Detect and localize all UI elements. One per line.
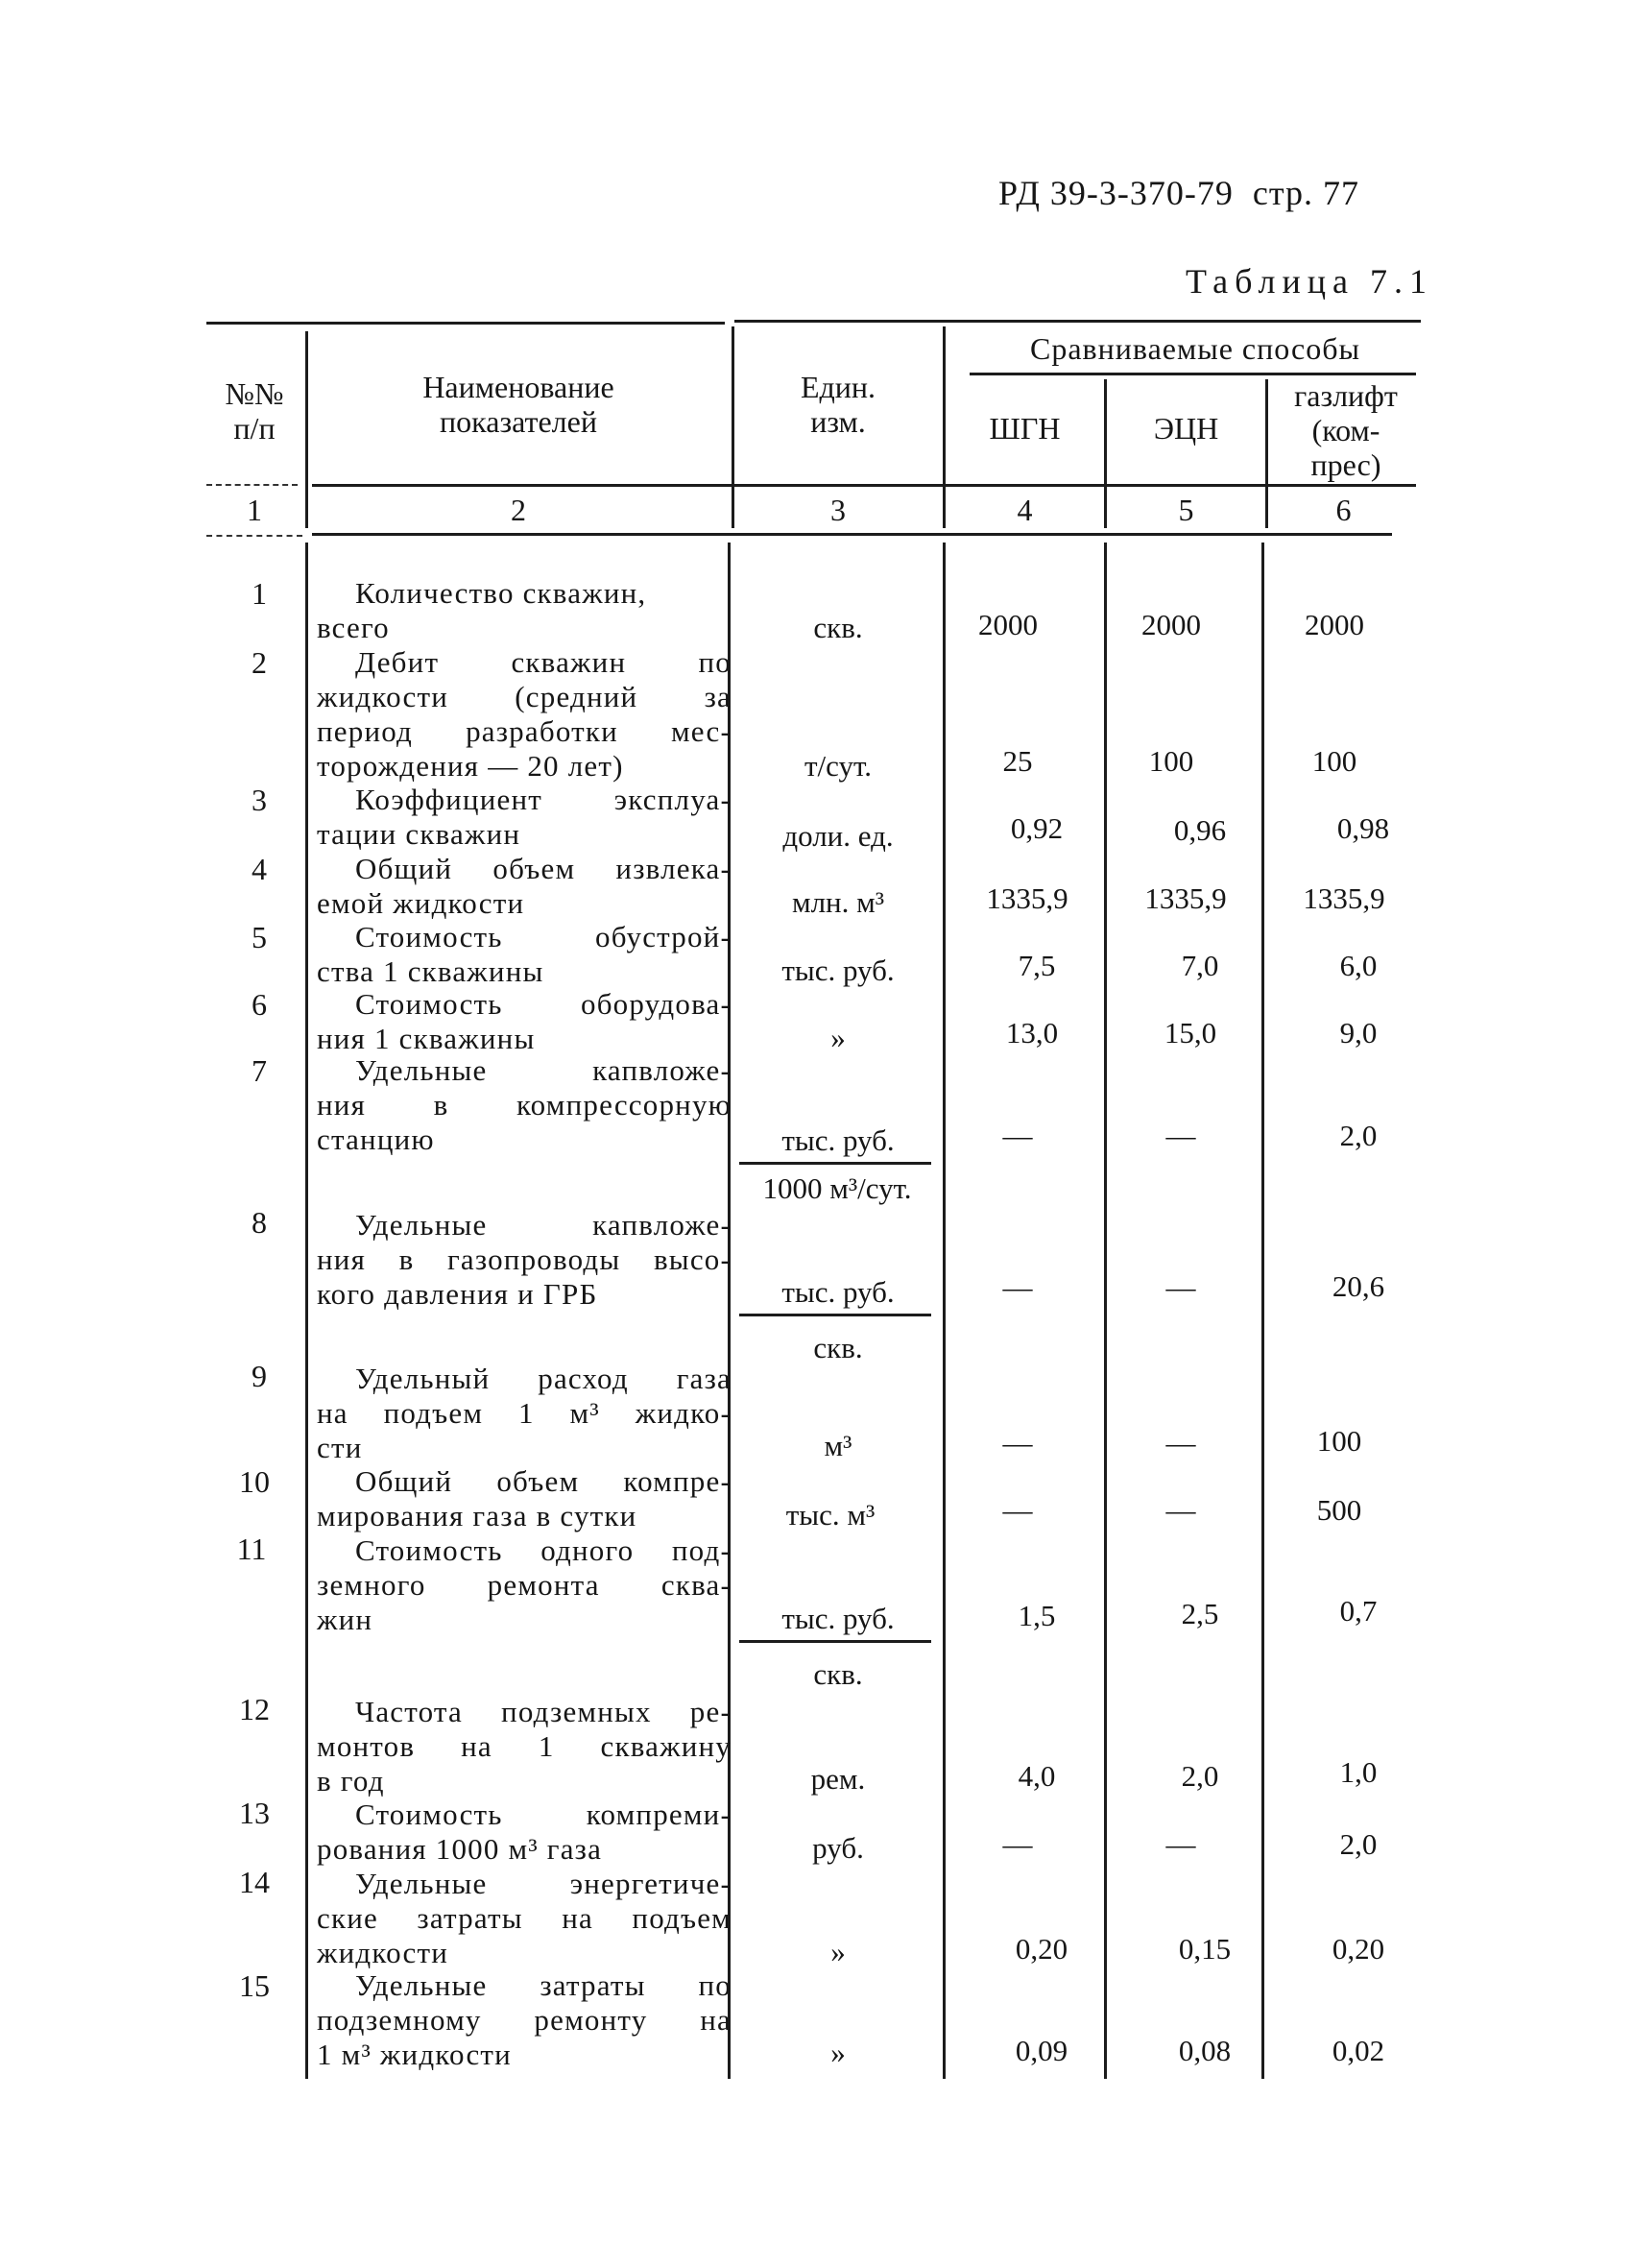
row-unit-bottom: 1000 м³/сут. [762,1171,912,1205]
row-number: 1 [252,576,267,611]
name-line: Общий объем извлека- [355,852,732,885]
col-index-1: 1 [247,493,262,527]
header-bottom-rule [312,484,1416,487]
body-vline-3 [943,543,946,2079]
value-ecn: 100 [1148,744,1194,778]
doc-reference [998,173,1359,213]
col-header-num-line1: №№ [225,376,284,411]
row-unit-top: тыс. руб. [781,1602,895,1635]
vline-idx-5 [1104,490,1107,528]
doc-code: РД 39-3-370-79 [998,174,1234,212]
col-header-name [312,370,725,439]
value-gaslift: 2000 [1305,608,1364,641]
col-index-2: 2 [511,493,526,527]
name-line: ния в компрессорную [317,1088,732,1122]
body-vline-5 [1261,543,1264,2079]
value-ecn: — [1165,1827,1196,1861]
value-ecn: 0,08 [1178,2034,1232,2067]
name-line: Количество скважин, [355,576,647,610]
name-line: Удельные капвложе- [355,1053,732,1087]
value-gaslift: 20,6 [1332,1269,1385,1303]
name-line: рования 1000 м³ газа [317,1832,603,1866]
value-shgn: — [1002,1119,1033,1152]
col-header-name-line1: Наименование [422,370,614,404]
col-index-4: 4 [1017,493,1033,527]
name-line: монтов на 1 скважину [317,1729,732,1763]
unit-fraction-line [739,1640,931,1643]
row-number: 7 [252,1053,267,1088]
col-header-m3-line3: прес) [1310,447,1381,482]
value-gaslift: 2,0 [1339,1119,1378,1152]
col-index-5: 5 [1178,493,1194,527]
row-unit: м³ [824,1429,852,1462]
name-line: мирования газа в сутки [317,1499,637,1532]
value-ecn: 1335,9 [1144,881,1227,915]
value-ecn: — [1165,1119,1196,1152]
col-header-m3-line1: газлифт [1294,378,1398,413]
row-number: 10 [239,1464,270,1499]
value-shgn: — [1002,1493,1033,1527]
vline-idx-6 [1265,490,1268,528]
row-name [317,645,732,784]
row-number: 4 [252,852,267,886]
name-line: ства 1 скважины [317,954,544,988]
value-shgn: — [1002,1426,1033,1460]
row-name [317,576,732,645]
row-unit-bottom: скв. [813,1657,863,1691]
col-header-unit [737,370,939,439]
value-shgn: — [1002,1270,1033,1304]
name-line: Удельные энергетиче- [355,1867,732,1900]
value-ecn: 7,0 [1181,949,1219,982]
value-gaslift: 0,02 [1332,2034,1385,2067]
name-line: жидкости (средний за [317,680,732,713]
unit-fraction-line [739,1162,931,1165]
value-ecn: — [1165,1270,1196,1304]
value-gaslift: 2,0 [1339,1827,1378,1861]
name-line: Удельные капвложе- [355,1208,732,1242]
name-line: кого давления и ГРБ [317,1277,598,1311]
name-line: период разработки мес- [317,714,732,748]
group-rule [970,373,1416,375]
name-line: емой жидкости [317,886,525,920]
value-ecn: 2,0 [1181,1759,1219,1793]
row-unit: руб. [812,1831,864,1865]
name-line: Дебит скважин по [355,645,732,679]
col-index-3: 3 [830,493,846,527]
table-top-rule [206,322,725,325]
name-line: подземному ремонту на [317,2003,732,2037]
col-group-header: Сравниваемые способы [1029,331,1361,366]
name-line: ские затраты на подъем [317,1901,732,1935]
row-unit: рем. [810,1762,866,1796]
row-name [317,1362,732,1465]
value-shgn: 4,0 [1018,1759,1056,1793]
value-shgn: 0,09 [1015,2034,1068,2067]
row-name [317,1695,732,1798]
name-line: в год [317,1764,385,1798]
row-name [317,987,732,1056]
row-unit: » [830,1935,846,1968]
row-name [317,1968,732,2072]
name-line: Удельные затраты по [355,1968,732,2002]
row-number: 6 [252,987,267,1022]
row-number: 2 [252,645,267,680]
name-line: земного ремонта сква- [317,1568,732,1602]
value-shgn: 0,20 [1015,1932,1068,1966]
row-number: 12 [239,1692,270,1726]
table-caption: Таблица 7.1 [1186,262,1433,301]
row-unit-top: тыс. руб. [781,1275,895,1309]
value-ecn: 0,15 [1178,1932,1232,1966]
col-header-m1: ШГН [989,411,1061,446]
name-line: сти [317,1431,363,1464]
vline-1 [305,331,308,490]
row-unit: тыс. м³ [785,1498,876,1532]
name-line: всего [317,611,390,644]
value-shgn: 25 [1002,744,1033,778]
row-name [317,1053,732,1157]
value-shgn: 13,0 [1005,1016,1059,1050]
row-unit: » [830,1021,846,1054]
value-ecn: 0,96 [1173,813,1227,847]
vline-idx-4 [943,490,946,528]
row-number: 5 [252,920,267,954]
col-header-m3 [1269,378,1423,482]
value-shgn: 7,5 [1018,949,1056,982]
row-number: 11 [236,1532,267,1566]
row-unit: скв. [813,611,863,644]
vline-idx-3 [732,490,734,528]
name-line: жин [317,1603,373,1636]
name-line: Стоимость оборудова- [355,987,732,1021]
row-unit: доли. ед. [782,819,894,853]
value-gaslift: 0,98 [1336,811,1390,845]
value-gaslift: 9,0 [1339,1016,1378,1050]
vline-idx-2 [305,490,308,528]
col-header-unit-line2: изм. [810,404,866,439]
name-line: Удельный расход газа [355,1362,732,1395]
name-line: Стоимость одного под- [355,1533,732,1567]
name-line: станцию [317,1122,435,1156]
header-bottom-dash [206,484,298,486]
value-shgn: 0,92 [1010,811,1064,845]
col-header-m2: ЭЦН [1153,411,1219,446]
name-line: Коэффициент эксплуа- [355,783,732,816]
row-unit: тыс. руб. [781,953,895,987]
col-header-unit-line1: Един. [800,370,876,404]
row-number: 8 [252,1205,267,1240]
value-shgn: 2000 [978,608,1038,641]
row-name [317,1867,732,1970]
value-ecn: 2,5 [1181,1597,1219,1630]
name-line: Частота подземных ре- [355,1695,732,1728]
row-unit-top: тыс. руб. [781,1123,895,1157]
col-header-num-line2: п/п [233,411,276,446]
row-number: 3 [252,783,267,817]
name-line: Общий объем компре- [355,1464,732,1498]
value-gaslift: 100 [1316,1424,1362,1458]
value-shgn: 1,5 [1018,1599,1056,1632]
name-line: 1 м³ жидкости [317,2038,512,2071]
value-ecn: 2000 [1141,608,1201,641]
unit-fraction-line [739,1314,931,1316]
value-gaslift: 100 [1311,744,1357,778]
row-name [317,920,732,989]
row-number: 14 [239,1865,270,1899]
value-ecn: — [1165,1426,1196,1460]
row-name [317,852,732,921]
row-unit: т/сут. [804,749,872,783]
body-vline-1 [305,543,308,2079]
value-gaslift: 1,0 [1339,1755,1378,1789]
value-gaslift: 0,7 [1339,1594,1378,1628]
name-line: жидкости [317,1936,449,1969]
name-line: Стоимость компреми- [355,1798,732,1831]
name-line: ния 1 скважины [317,1022,536,1055]
row-name [317,1533,732,1637]
row-name [317,783,732,852]
row-number: 13 [239,1796,270,1830]
row-unit: » [830,2036,846,2069]
name-line: Стоимость обустрой- [355,920,732,953]
col-index-6: 6 [1335,493,1352,527]
row-name [317,1464,732,1533]
table-top-rule-right [734,320,1421,323]
value-gaslift: 0,20 [1332,1932,1385,1966]
value-gaslift: 1335,9 [1303,881,1385,915]
value-gaslift: 6,0 [1339,949,1378,982]
value-ecn: — [1165,1493,1196,1527]
col-header-num [206,376,302,446]
name-line: на подъем 1 м³ жидко- [317,1396,732,1430]
row-number: 9 [252,1359,267,1393]
row-unit-bottom: скв. [813,1331,863,1364]
name-line: ния в газопроводы высо- [317,1243,732,1276]
col-header-m3-line2: (ком- [1311,413,1380,447]
index-bottom-rule [312,533,1392,536]
value-gaslift: 500 [1316,1493,1362,1527]
name-line: торождения — 20 лет) [317,749,624,783]
value-shgn: — [1002,1827,1033,1861]
name-line: тации скважин [317,817,521,851]
value-ecn: 15,0 [1164,1016,1217,1050]
index-bottom-dash [206,535,302,537]
row-name [317,1208,732,1312]
body-vline-4 [1104,543,1107,2079]
row-unit: млн. м³ [791,885,885,919]
col-header-name-line2: показателей [440,404,597,439]
row-number: 15 [239,1968,270,2003]
row-name [317,1798,732,1867]
page-number: стр. 77 [1252,174,1359,212]
value-shgn: 1335,9 [986,881,1068,915]
